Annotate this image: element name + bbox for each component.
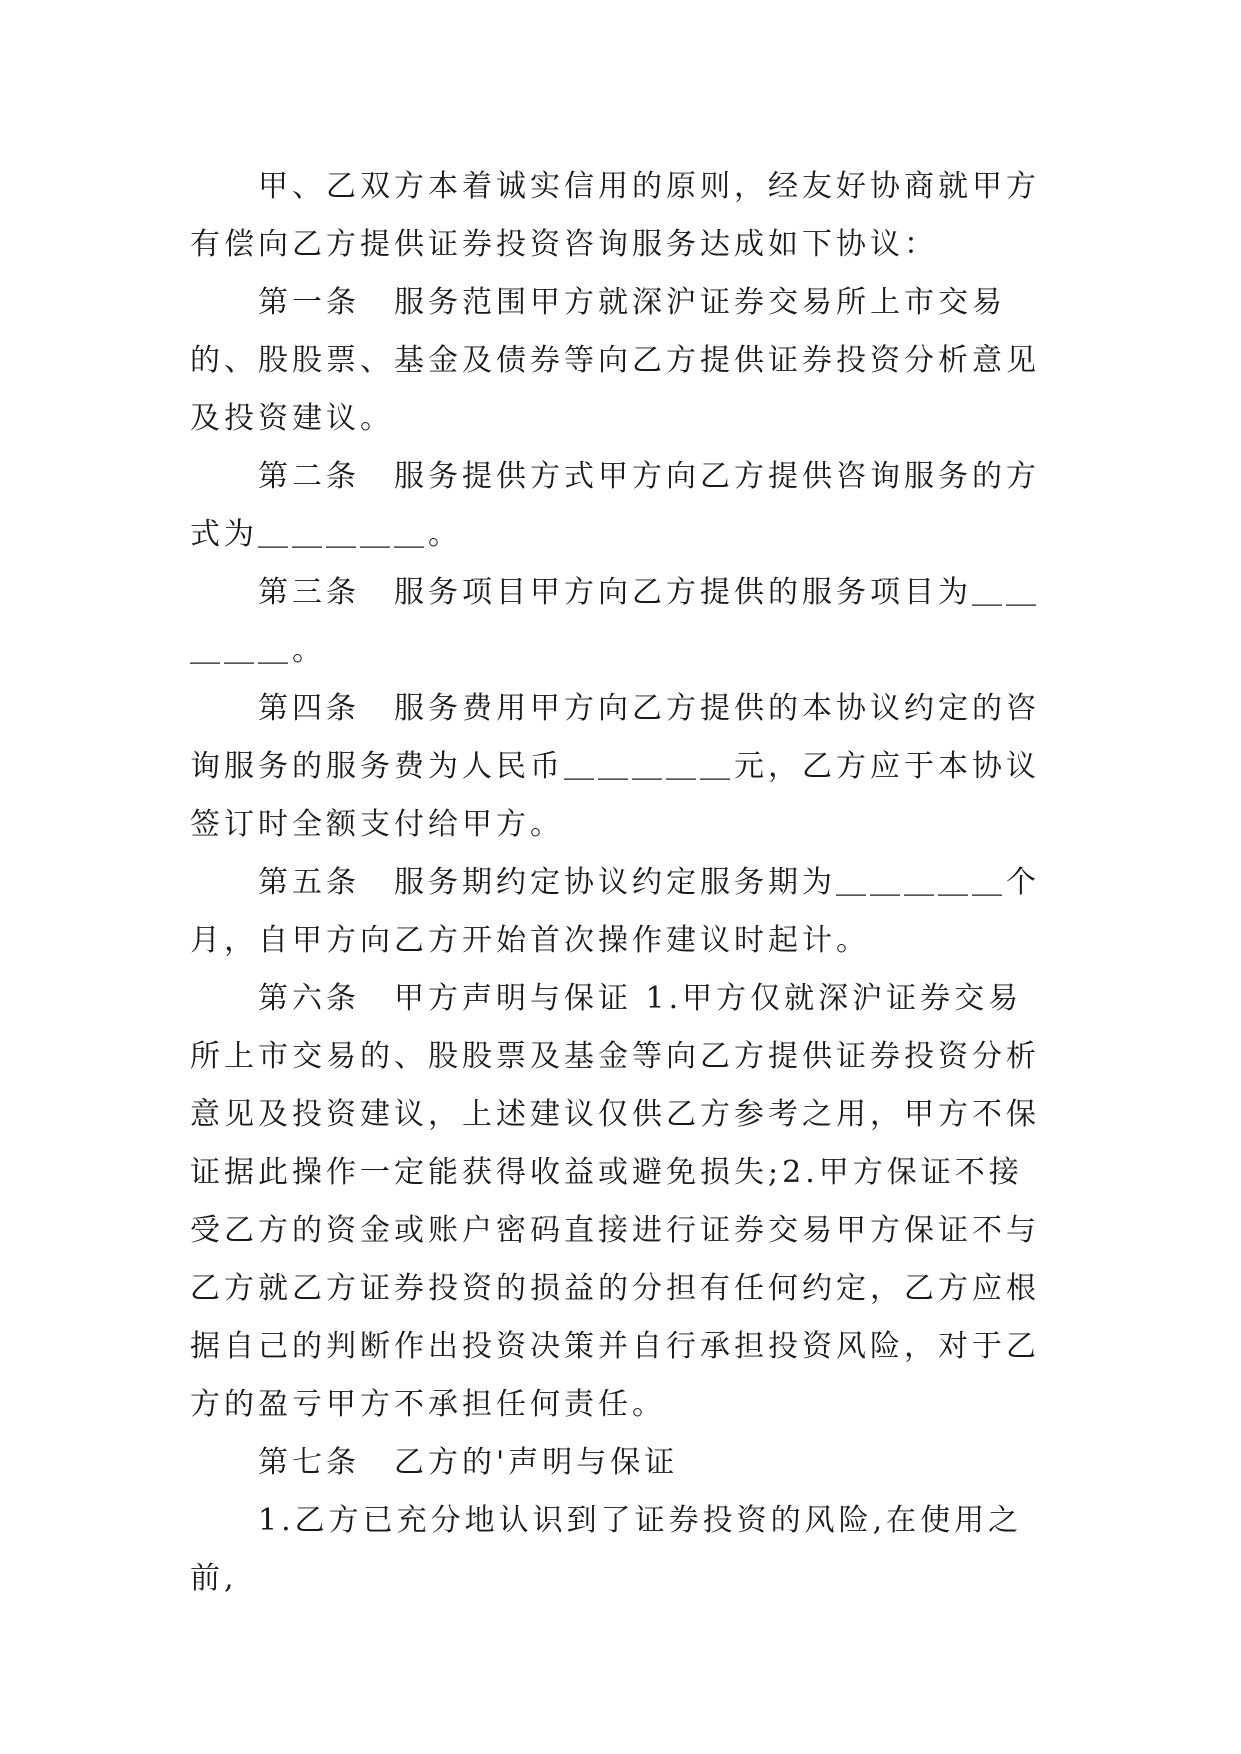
intro-paragraph: 甲、乙双方本着诚实信用的原则，经友好协商就甲方有偿向乙方提供证券投资咨询服务达成如下协议： bbox=[190, 169, 1040, 262]
article-7-heading: 第七条 乙方的'声明与保证 bbox=[258, 1445, 679, 1480]
article-1-paragraph: 第一条 服务范围甲方就深沪证券交易所上市交易的、股股票、基金及债券等向乙方提供证券投资分析意见及投资建议。 bbox=[190, 285, 1040, 436]
article-3-paragraph: 第三条 服务项目甲方向乙方提供的服务项目为＿＿＿＿＿。 bbox=[190, 575, 1040, 668]
document-body bbox=[190, 158, 1050, 1608]
article-4-paragraph: 第四条 服务费用甲方向乙方提供的本协议约定的咨询服务的服务费为人民币＿＿＿＿＿元，乙方应于本协议签订时全额支付给甲方。 bbox=[190, 691, 1040, 842]
article-2-paragraph: 第二条 服务提供方式甲方向乙方提供咨询服务的方式为＿＿＿＿＿。 bbox=[190, 459, 1040, 552]
article-5-paragraph: 第五条 服务期约定协议约定服务期为＿＿＿＿＿个月，自甲方向乙方开始首次操作建议时起计。 bbox=[190, 865, 1040, 958]
article-7-item-1: 1.乙方已充分地认识到了证券投资的风险,在使用之前, bbox=[190, 1503, 1023, 1596]
article-6-paragraph: 第六条 甲方声明与保证 1.甲方仅就深沪证券交易所上市交易的、股股票及基金等向乙方提供证券投资分析意见及投资建议，上述建议仅供乙方参考之用，甲方不保证据此操作一定能获得收益或避免损失;2.甲方保证不接受乙方的资金或账户密码直接进行证券交易甲方保证不与乙方就乙方证券投资的损益的分担有任何约定，乙方应根据自己的判断作出投资决策并自行承担投资风险，对于乙方的盈亏甲方不承担任何责任。 bbox=[190, 981, 1040, 1422]
